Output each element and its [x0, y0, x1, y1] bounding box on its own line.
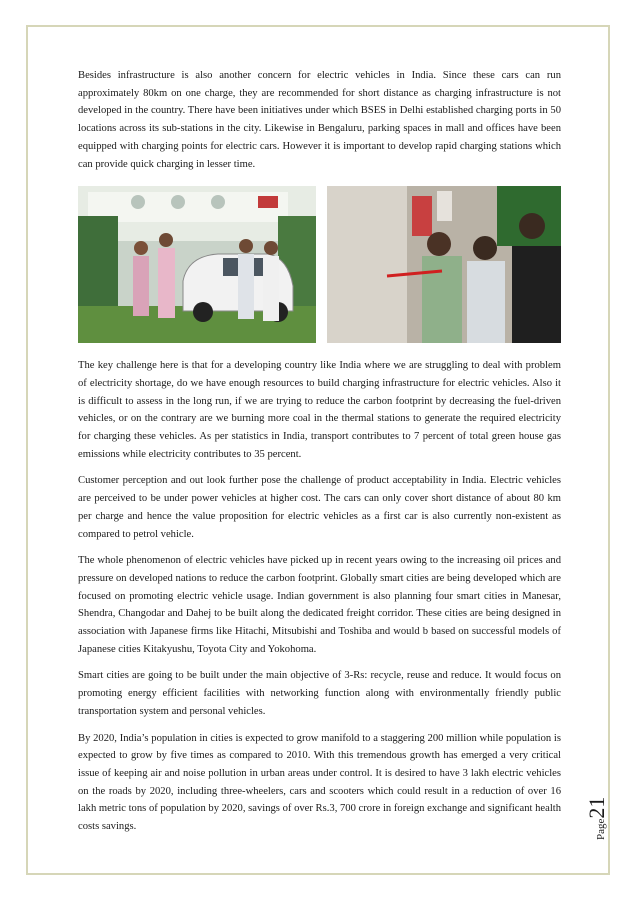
photo-charging-inauguration-image: [327, 186, 561, 343]
paragraph-1: Besides infrastructure is also another concern for electric vehicles in India. Since these cars can run approximately 80km on one charge, they are recommended for short distance as charging infrastructure is not developed in the country. There have been initiatives under which BSES in Delhi established charging ports in 50 locations across its sub-stations in the city. Likewise in Bengaluru, parking spaces in mall and offices have been equipped with charging points for electric cars. However it is important to develop rapid charging stations which can provide quick charging in lesser time.: [78, 70, 561, 170]
paragraph-2: The key challenge here is that for a developing country like India where we are struggling to deal with problem of electricity shortage, do we have enough resources to build charging infrastructure for electric vehicles. Also it is difficult to assess in the long run, if we are trying to reduce the carbon footprint by decreasing the fuel-driven vehicles, or on the contrary are we burning more coal in the thermal stations to generate the required electricity for charging these vehicles. As per statistics in India, transport contributes to 7 percent of total green house gas emissions while electricity contributes to 35 percent.: [78, 360, 561, 460]
paragraph-5: Smart cities are going to be built under the main objective of 3-Rs: recycle, reuse and reduce. It would focus on promoting energy efficient facilities with networking function along with environmentally friendly public transportation system and personal vehicles.: [78, 670, 561, 717]
page-label: Page: [595, 818, 607, 840]
paragraph-4: The whole phenomenon of electric vehicles have picked up in recent years owing to the increasing oil prices and pressure on developed nations to reduce the carbon footprint. Globally smart cities are being developed which are focused on promoting electric vehicle usage. Indian government is also planning four smart cities in Manesar, Shendra, Changodar and Dahej to be built along the dedicated freight corridor. These cities are being designed in association with Japanese firms like Hitachi, Mitsubishi and Toshiba and would b based on successful models of Japanese cities Kitakyushu, Toyota City and Yokohoma.: [78, 555, 561, 655]
photo-electric-car-launch-image: [78, 186, 316, 343]
page-number-value: 21: [584, 796, 609, 819]
page-number: [584, 780, 614, 840]
paragraph-3: Customer perception and out look further pose the challenge of product acceptability in India. Electric vehicles are perceived to be under power vehicles at higher cost. The cars can only cover short distance of about 80 km per charge and hence the value proposition for electric vehicles as a first car is also currently non-existent as compared to petrol vehicle.: [78, 475, 561, 540]
photo-electric-car-launch: [78, 186, 316, 343]
paragraph-6: By 2020, India’s population in cities is expected to grow manifold to a staggering 200 million while population is expected to grow by five times as compared to 2010. With this tremendous growth has emerged a very critical issue of keeping air and noise pollution in urban areas under control. It is desired to have 3 lakh electric vehicles on the roads by 2020, including three-wheelers, cars and scooters which could result in a reduction of over 16 lakh metric tons of population by 2020, savings of over Rs.3, 700 crore in foreign exchange and significant health costs savings.: [78, 732, 561, 833]
photo-charging-inauguration: [327, 186, 561, 343]
document-body: [78, 67, 561, 845]
photo-row: [78, 186, 561, 343]
